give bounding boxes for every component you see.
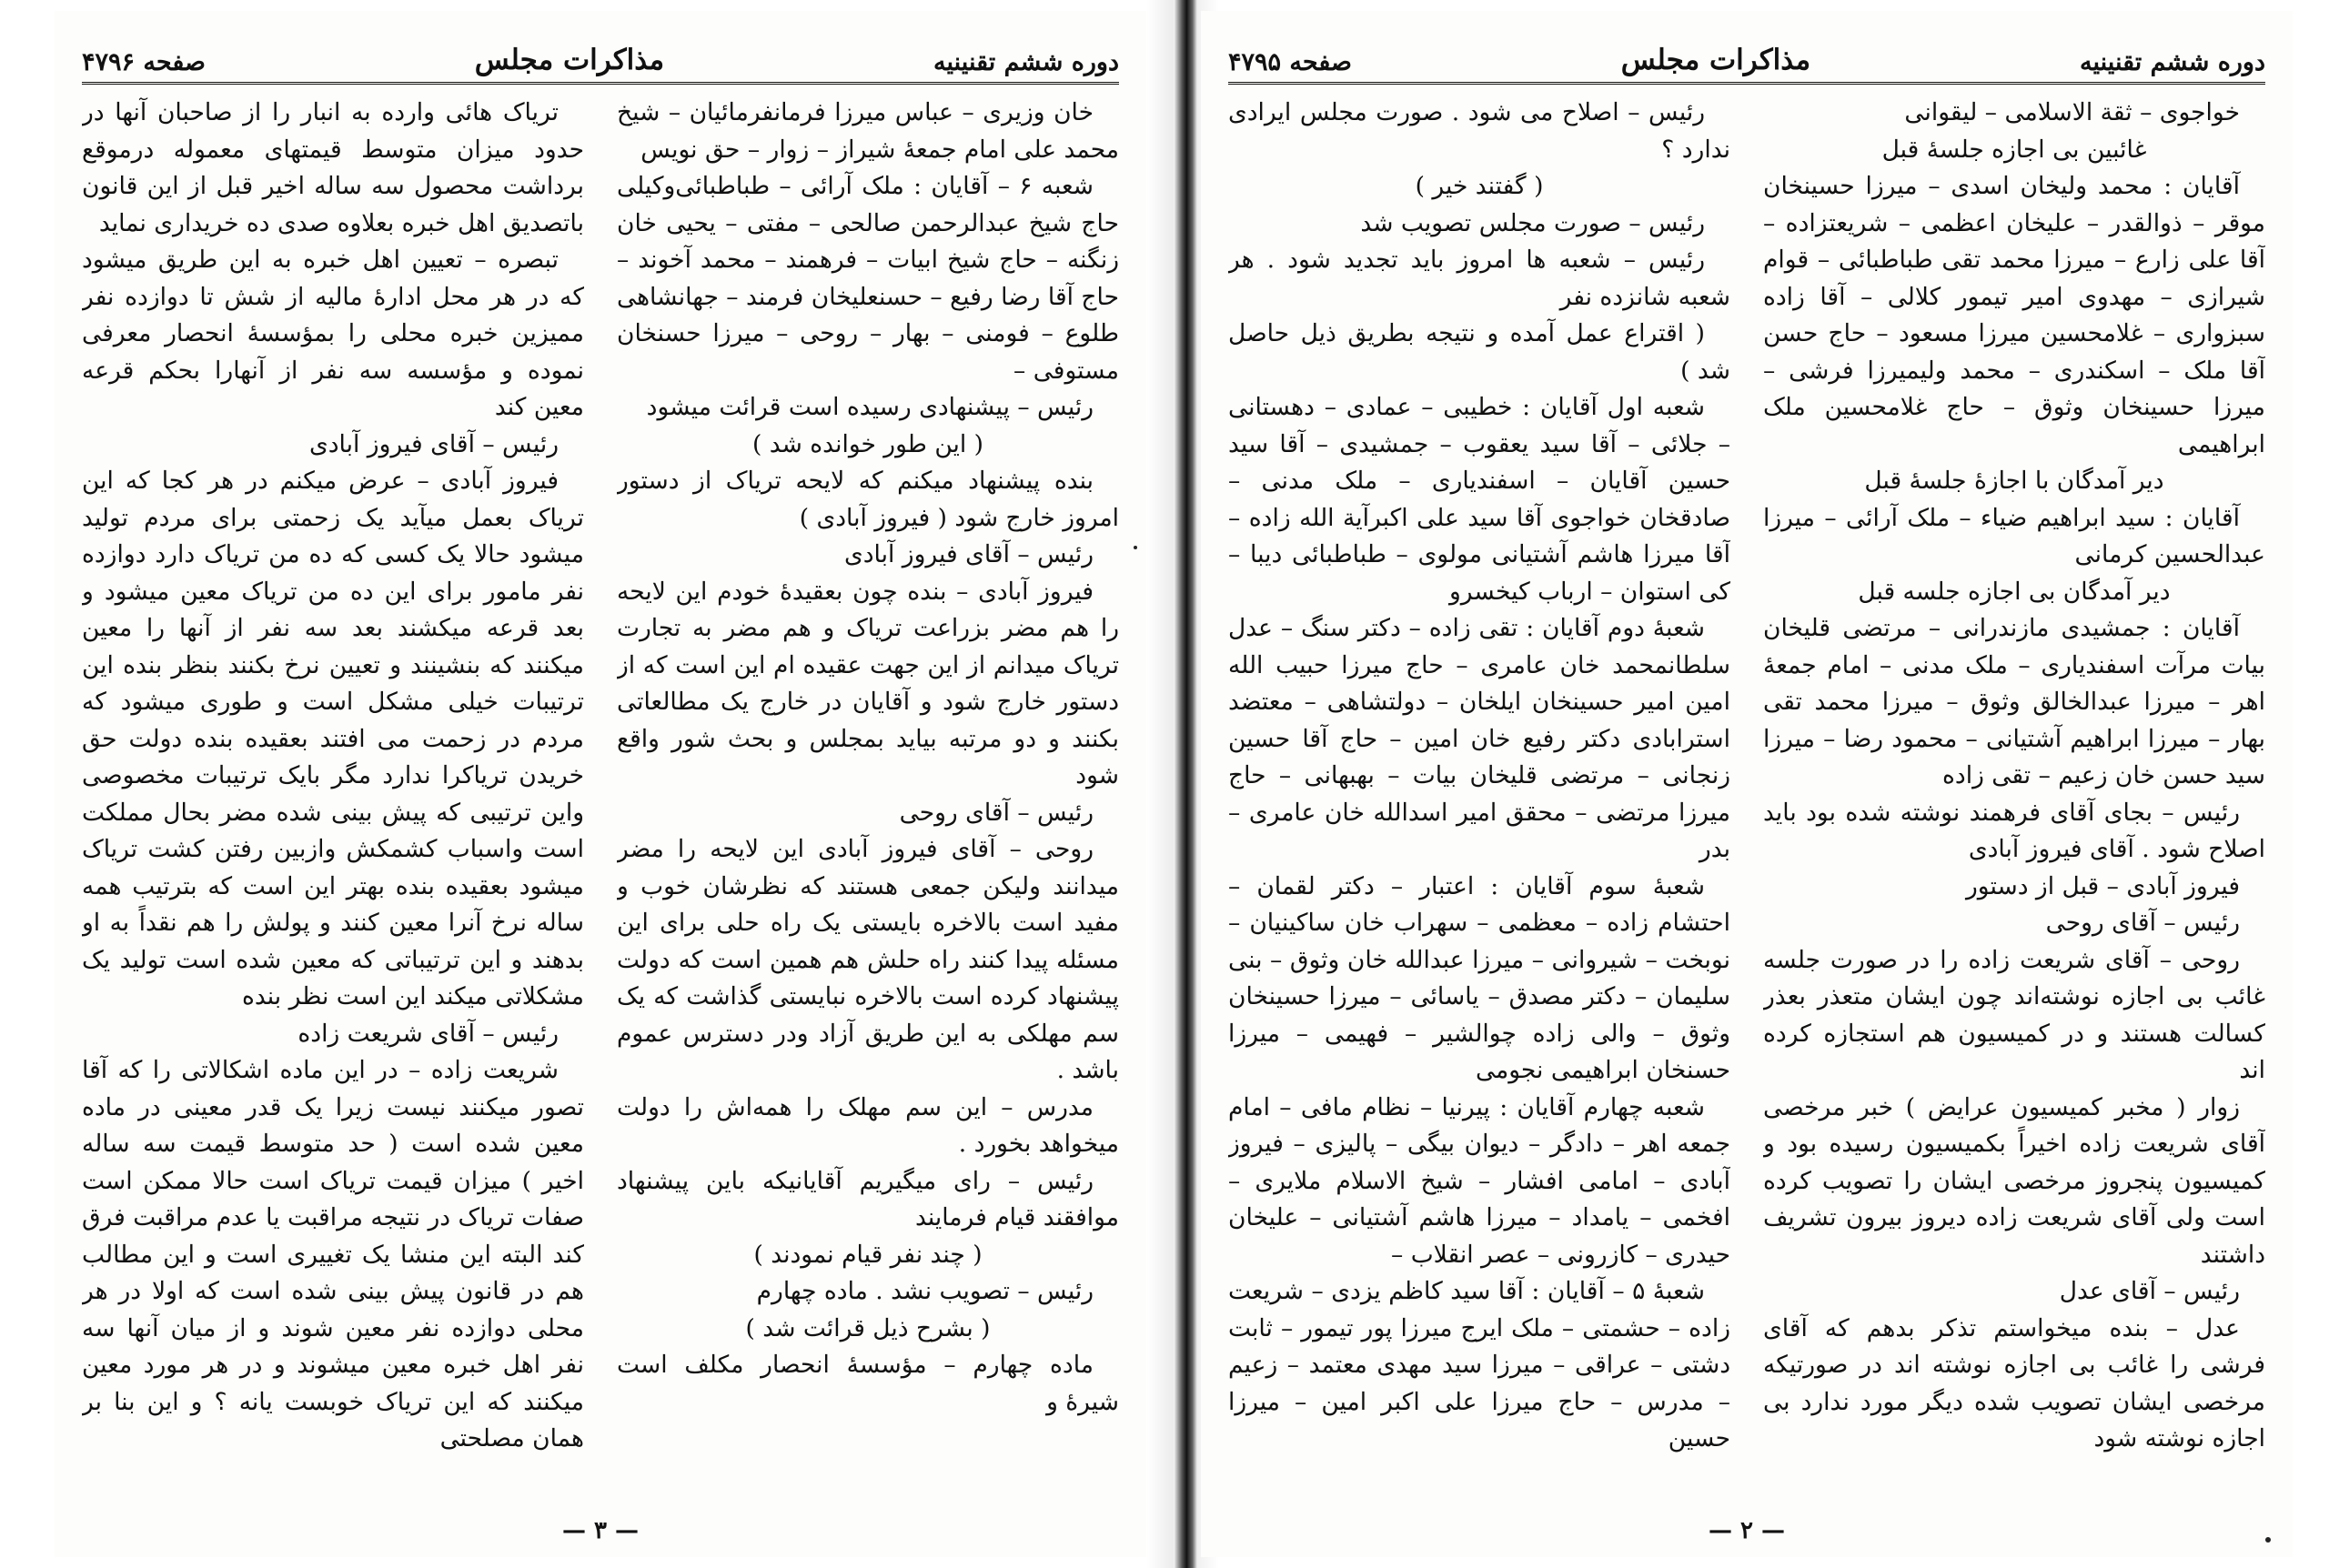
book-gutter: [1174, 0, 1197, 1568]
right-column: [1763, 95, 2265, 1493]
header-rule: [82, 82, 1119, 88]
print-speck: [1134, 546, 1137, 549]
header-rule: [1228, 82, 2265, 88]
paragraph: رئیس – پیشنهادی رسیده است قرائت میشود: [646, 393, 1094, 421]
paragraph: روحی – آقای شریعت زاده را در صورت جلسه غائب بی اجازه نوشته‌اند چون ایشان متعذر بعذر کسالت هستند و در کمیسیون هم استجازه کرده اند: [1763, 945, 2265, 1084]
print-speck: [2265, 1537, 2271, 1543]
paragraph: رئیس – آقای عدل: [2059, 1277, 2240, 1305]
paragraph: رئیس – شعبه ها امروز باید تجدید شود . هر شعبه شانزده نفر: [1228, 246, 1730, 311]
paragraph: آقایان : جمشیدی مازندرانی – مرتضی قلیخان بیات مرآت اسفندیاری – ملک مدنی – امام جمعهٔ اهر – میرزا عبدالخالق وثوق – میرزا محمد تقی بهار – میرزا ابراهیم آشتیانی – محمود رضا – میرزا سید حسن خان زعیم – تقی زاده: [1763, 614, 2265, 789]
paragraph: مدرس – این سم مهلک را همه‌اش را دولت میخواهد بخورد .: [617, 1092, 1119, 1158]
left-column: [1228, 95, 1730, 1493]
paragraph: فیروز آبادی – قبل از دستور: [1966, 871, 2240, 900]
paragraph: عدل – بنده میخواستم تذکر بدهم که آقای فرشی را غائب بی اجازه نوشته اند در صورتیکه مرخصی ایشان تصویب شده دیگر مورد ندارد بی اجازه نوشته شود: [1763, 1313, 2265, 1452]
paragraph: رئیس – آقای فیروز آبادی: [844, 540, 1094, 568]
paragraph: آقایان : محمد ولیخان اسدی – میرزا حسینخان موقر – ذوالقدر – علیخان اعظمی – شریعتزاده – آقا علی زارع – میرزا محمد تقی طباطبائی – قوام شیرازی – مهدوی امیر تیمور کلالی – آقا زاده سبزواری – غلامحسین میرزا مسعود – حاج حسن آقا ملک – اسکندری – محمد ولیمیرزا فرشی – میرزا حسینخان وثوق – حاج غلامحسین ملک ابراهیمی: [1763, 172, 2265, 458]
paragraph: ( اقتراع عمل آمده و نتیجه بطریق ذیل حاصل شد ): [1228, 319, 1730, 385]
page-4795: [1201, 11, 2293, 1557]
page-footer-number: — ۲ —: [1708, 1517, 1786, 1544]
journal-title: مذاکرات مجلس: [474, 44, 665, 76]
paragraph: خواجوی – ثقة الاسلامی – لیقوانی: [1904, 98, 2240, 126]
left-column: [82, 95, 584, 1493]
paragraph: شریعت زاده – در این ماده اشکالاتی را که آقا تصور میکنند نیست زیرا یک قدر معینی در ماده معین شده است ( حد متوسط قیمت سه ساله اخیر ) میزان قیمت تریاک است حالا ممکن است صفات تریاک در نتیجه مراقبت یا عدم مراقبت فرق کند البته این منشا یک تغییری است و این مطالب هم در قانون پیش بینی شده است که اولا در هر محلی دوازده نفر معین شوند و از میان آنها سه نفر اهل خبره معین میشوند و در هر مورد معین میکنند که این تریاک خوبست یانه ؟ و این بنا بر همان مصلحتی: [82, 1056, 584, 1452]
text-columns: [1228, 95, 2265, 1493]
paragraph: ( این طور خوانده شد ): [751, 429, 983, 458]
right-column: [617, 95, 1119, 1493]
paragraph: دیر آمدگان بی اجازه جلسه قبل: [1858, 577, 2171, 606]
paragraph: رئیس – تصویب نشد . ماده چهارم: [756, 1277, 1094, 1305]
page-footer-number: — ۳ —: [561, 1517, 640, 1544]
session-label: دوره ششم تقنینیه: [933, 48, 1119, 76]
paragraph: آقایان : سید ابراهیم ضیاء – ملک آرائی – میرزا عبدالحسین کرمانی: [1763, 503, 2265, 568]
paragraph: غائبین بی اجازه جلسهٔ قبل: [1881, 135, 2147, 164]
paragraph: ( بشرح ذیل قرائت شد ): [745, 1313, 991, 1342]
paragraph: شعبهٔ سوم آقایان : اعتبار – دکتر لقمان – احتشام زاده – معظمی – سهراب خان ساکینیان – نوبخت – شیروانی – میرزا عبدالله خان وثوق – بنی سلیمان – دکتر مصدق – یاسائی – میرزا حسینخان وثوق – والی زاده چوالشیر – فهیمی – میرزا حسنخان ابراهیمی نجومی: [1228, 871, 1730, 1084]
page-number-label: صفحه ۴۷۹۶: [82, 48, 206, 76]
paragraph: شعبه چهارم آقایان : پیرنیا – نظام مافی – امام جمعه اهر – دادگر – دیوان بیگی – پالیزی – فیروز آبادی – امامی افشار – شیخ الاسلام ملایری – افخمی – یامداد – میرزا هاشم آشتیانی – علیخان حیدری – کازرونی – عصر انقلاب –: [1228, 1092, 1730, 1269]
paragraph: رئیس – آقای فیروز آبادی: [309, 429, 559, 458]
paragraph: دیر آمدگان با اجازهٔ جلسهٔ قبل: [1864, 467, 2164, 495]
paragraph: شعبهٔ دوم آقایان : تقی زاده – دکتر سنگ – عدل سلطانمحمد خان عامری – حاج میرزا حبیب الله امین امیر حسینخان ایلخان – دولتشاهی – معتضد استرابادی دکتر رفیع خان امین – حاج آقا حسین زنجانی – مرتضی قلیخان بیات – بهبهانی – حاج میرزا مرتضی – محقق امیر اسدالله خان عامری – بدر: [1228, 614, 1730, 863]
paragraph: فیروز آبادی – عرض میکنم در هر کجا که این تریاک بعمل میآید یک زحمتی برای مردم تولید میشود حالا یک کسی که ده من تریاک دارد دوازده نفر مامور برای این ده من تریاک معین میشود و بعد قرعه میکشند بعد سه نفر از آنها را معین میکنند که بنشینند و تعیین نرخ بکنند بنظر بنده این ترتیبات خیلی مشکل است و طوری میشود که مردم در زحمت می افتند بعقیده بنده دولت حق خریدن تریاکرا ندارد مگر بایک ترتیبات مخصوصی واین ترتیبی که پیش بینی شده مضر بحال مملکت است واسباب کشمکش وازبین رفتن کشت تریاک میشود بعقیده بنده بهتر این است که بترتیب همه ساله نرخ آنرا معین کنند و پولش را هم نقداً به او بدهند و این ترتیباتی که معین شده است تولید یک مشکلاتی میکند این است نظر بنده: [82, 467, 584, 1010]
journal-title: مذاکرات مجلس: [1620, 44, 1811, 76]
text-columns: [82, 95, 1119, 1493]
paragraph: روحی – آقای فیروز آبادی این لایحه را مضر میدانند ولیکن جمعی هستند که نظرشان خوب و مفید است بالاخره بایستی یک راه حلی برای این مسئله پیدا کنند راه حلش هم همین است که دولت پیشنهاد کرده است بالاخره نبایستی گذاشت که یک سم مهلکی به این طریق آزاد ودر دسترس عموم باشد .: [617, 835, 1119, 1084]
page-number-label: صفحه ۴۷۹۵: [1228, 48, 1352, 76]
paragraph: شعبهٔ ۵ – آقایان : آقا سید کاظم یزدی – شریعت زاده – حشمتی – ملک ایرج میرزا پور تیمور – ثابت دشتی – عراقی – میرزا سید مهدی معتمد – زعیم – مدرس – حاج میرزا علی اکبر امین – میرزا حسین: [1228, 1277, 1730, 1452]
paragraph: تریاک هائی وارده به انبار را از صاحبان آنها در حدود میزان متوسط قیمتهای معموله درموقع برداشت محصول سه ساله اخیر قبل از این قانون باتصدیق اهل خبره بعلاوه صدی ده خریداری نماید: [82, 98, 584, 237]
gutter-shadow-left: [1146, 0, 1174, 1568]
paragraph: رئیس – رای میگیریم آقایانیکه باین پیشنهاد موافقند قیام فرمایند: [617, 1166, 1119, 1231]
session-label: دوره ششم تقنینیه: [2080, 48, 2265, 76]
paragraph: زوار ( مخبر کمیسیون عرایض ) خبر مرخصی آقای شریعت زاده اخیراً بکمیسیون رسیده بود و کمیسیون پنجروز مرخصی ایشان را تصویب کرده است ولی آقای شریعت زاده دیروز بیرون تشریف داشتند: [1763, 1092, 2265, 1269]
paragraph: رئیس – آقای شریعت زاده: [297, 1019, 559, 1048]
paragraph: رئیس – اصلاح می شود . صورت مجلس ایرادی ندارد ؟: [1228, 98, 1730, 164]
paragraph: رئیس – آقای روحی: [2045, 909, 2240, 937]
paragraph: رئیس – آقای روحی: [899, 798, 1094, 827]
paragraph: رئیس – صورت مجلس تصویب شد: [1360, 208, 1705, 237]
page-header: [1228, 36, 2265, 76]
paragraph: فیروز آبادی – بنده چون بعقیدهٔ خودم این لایحه را هم مضر بزراعت تریاک و هم مضر به تجارت تریاک میدانم از این جهت عقیده ام این است که از دستور خارج شود و آقایان در خارج یک مطالعاتی بکنند و دو مرتبه بیاید بمجلس و بحث شور واقع شود: [617, 577, 1119, 789]
paragraph: ( چند نفر قیام نمودند ): [753, 1240, 983, 1269]
paragraph: ماده چهارم – مؤسسهٔ انحصار مکلف است شیرهٔ و: [617, 1351, 1119, 1416]
paragraph: تبصره – تعیین اهل خبره به این طریق میشود که در هر محل ادارهٔ مالیه از شش تا دوازده نفر ممیزین خبره محلی را بمؤسسهٔ انحصار معرفی نموده و مؤسسه سه نفر از آنهارا بحکم قرعه معین کند: [82, 246, 584, 421]
paragraph: ( گفتند خیر ): [1415, 172, 1544, 200]
page-header: [82, 36, 1119, 76]
paragraph: خان وزیری – عباس میرزا فرمانفرمائیان – شیخ محمد علی امام جمعهٔ شیراز – زوار – حق نویس: [617, 98, 1119, 164]
paragraph: شعبه ۶ – آقایان : ملک آرائی – طباطبائی‌وکیلی حاج شیخ عبدالرحمن صالحی – مفتی – یحیی خان زنگنه – حاج شیخ ابیات – فرهمند – محمد آخوند – حاج آقا رضا رفیع – حسنعلیخان فرمند – جهانشاهی طلوع – فومنی – بهار – روحی – میرزا حسنخان مستوفی –: [617, 172, 1119, 385]
paragraph: بنده پیشنهاد میکنم که لایحه تریاک از دستور امروز خارج شود ( فیروز آبادی ): [617, 467, 1119, 532]
paragraph: شعبه اول آقایان : خطیبی – عمادی – دهستانی – جلائی – آقا سید یعقوب – جمشیدی – آقا سید حسین آقایان – اسفندیاری – ملک مدنی – صادقخان خواجوی آقا سید علی اکبرآیة الله زاده – آقا میرزا هاشم آشتیانی مولوی – طباطبائی دیبا – کی استوان – ارباب کیخسرو: [1228, 393, 1730, 606]
page-4796: [55, 11, 1146, 1557]
paragraph: رئیس – بجای آقای فرهمند نوشته شده بود باید اصلاح شود . آقای فیروز آبادی: [1763, 798, 2265, 863]
